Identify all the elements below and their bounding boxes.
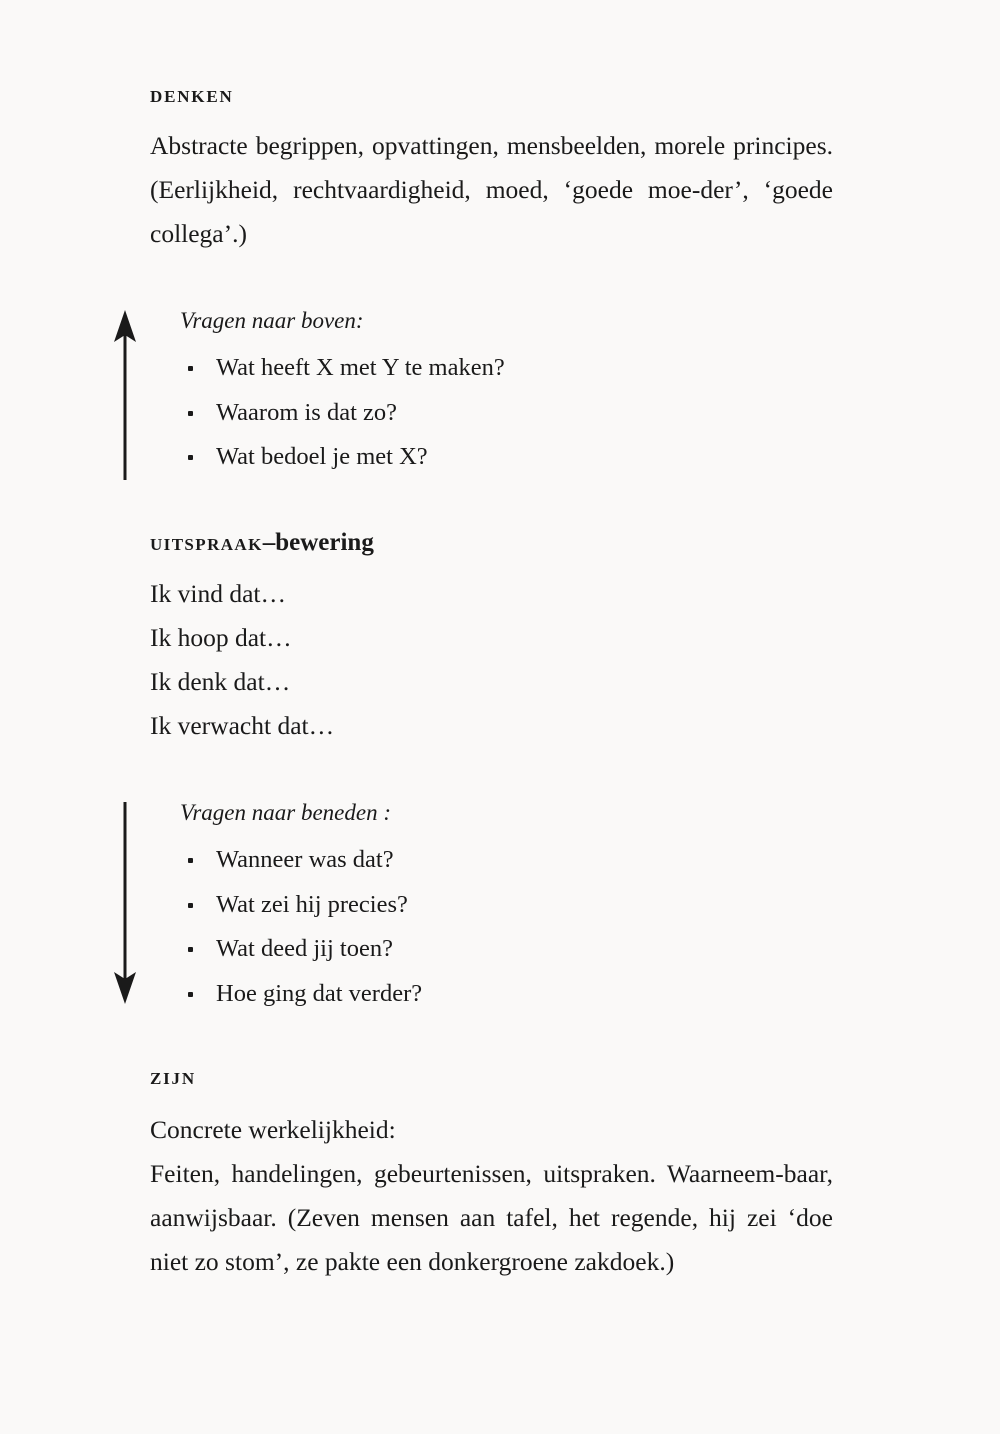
questions-up-list xyxy=(180,346,820,480)
zijn-heading-block xyxy=(150,1070,833,1089)
statement-line: Ik hoop dat… xyxy=(150,623,292,652)
bullet-icon xyxy=(188,992,193,997)
page-footer-clipped xyxy=(0,1424,1000,1434)
question-text: Wat bedoel je met X? xyxy=(216,443,428,470)
bullet-icon xyxy=(188,455,193,460)
list-item xyxy=(180,972,820,1017)
statement-line: Ik vind dat… xyxy=(150,579,286,608)
list-item xyxy=(180,927,820,972)
question-text: Wat deed jij toen? xyxy=(216,935,393,962)
zijn-line-block xyxy=(150,1108,833,1152)
bullet-icon xyxy=(188,366,193,371)
uitspraak-word: bewering xyxy=(275,529,374,556)
arrow-down-icon xyxy=(108,798,142,1006)
zijn-paragraph-block xyxy=(150,1152,833,1284)
list-item xyxy=(180,883,820,928)
denken-paragraph: Abstracte begrippen, opvattingen, mensbeelden, morele principes. (Eerlijkheid, rechtvaardigheid, moed, ‘goede moe-der’, ‘goede collega’.) xyxy=(150,131,833,248)
question-text: Hoe ging dat verder? xyxy=(216,979,423,1007)
zijn-subline: Concrete werkelijkheid: xyxy=(150,1115,396,1144)
bullet-icon xyxy=(188,947,193,952)
bullet-icon xyxy=(188,858,193,863)
question-text: Wanneer was dat? xyxy=(216,846,394,873)
section-heading-uitspraak xyxy=(150,529,833,557)
denken-heading-block xyxy=(150,88,833,107)
bullet-icon xyxy=(188,903,193,908)
uitspraak-heading-block xyxy=(150,529,833,557)
section-heading-zijn: ZIJN xyxy=(150,1069,196,1088)
question-text: Wat zei hij precies? xyxy=(216,890,408,918)
questions-down-list xyxy=(180,838,820,1016)
zijn-paragraph: Feiten, handelingen, gebeurtenissen, uitspraken. Waarneem-baar, aanwijsbaar. (Zeven mensen aan tafel, het regende, hij zei ‘doe niet zo stom’, ze pakte een donkergroene zakdoek.) xyxy=(150,1159,833,1276)
list-item xyxy=(180,391,820,436)
statement-line: Ik verwacht dat… xyxy=(150,711,335,740)
question-text: Wat heeft X met Y te maken? xyxy=(216,354,505,381)
questions-up-title: Vragen naar boven: xyxy=(180,308,364,333)
list-item xyxy=(180,435,820,480)
bullet-icon xyxy=(188,411,193,416)
arrow-up-icon xyxy=(108,308,142,480)
uitspraak-label: UITSPRAAK xyxy=(150,535,263,554)
footer-fragment xyxy=(0,1424,1000,1433)
list-item xyxy=(180,838,820,883)
questions-down-group xyxy=(180,798,820,1016)
uitspraak-dash: – xyxy=(262,529,276,556)
section-heading-denken: DENKEN xyxy=(150,87,234,106)
denken-paragraph-block xyxy=(150,124,833,256)
uitspraak-statements-block xyxy=(150,572,833,748)
list-item xyxy=(180,346,820,391)
questions-up-group xyxy=(180,306,820,480)
questions-down-title: Vragen naar beneden : xyxy=(180,800,391,825)
question-text: Waarom is dat zo? xyxy=(216,398,398,426)
statement-line: Ik denk dat… xyxy=(150,667,291,696)
